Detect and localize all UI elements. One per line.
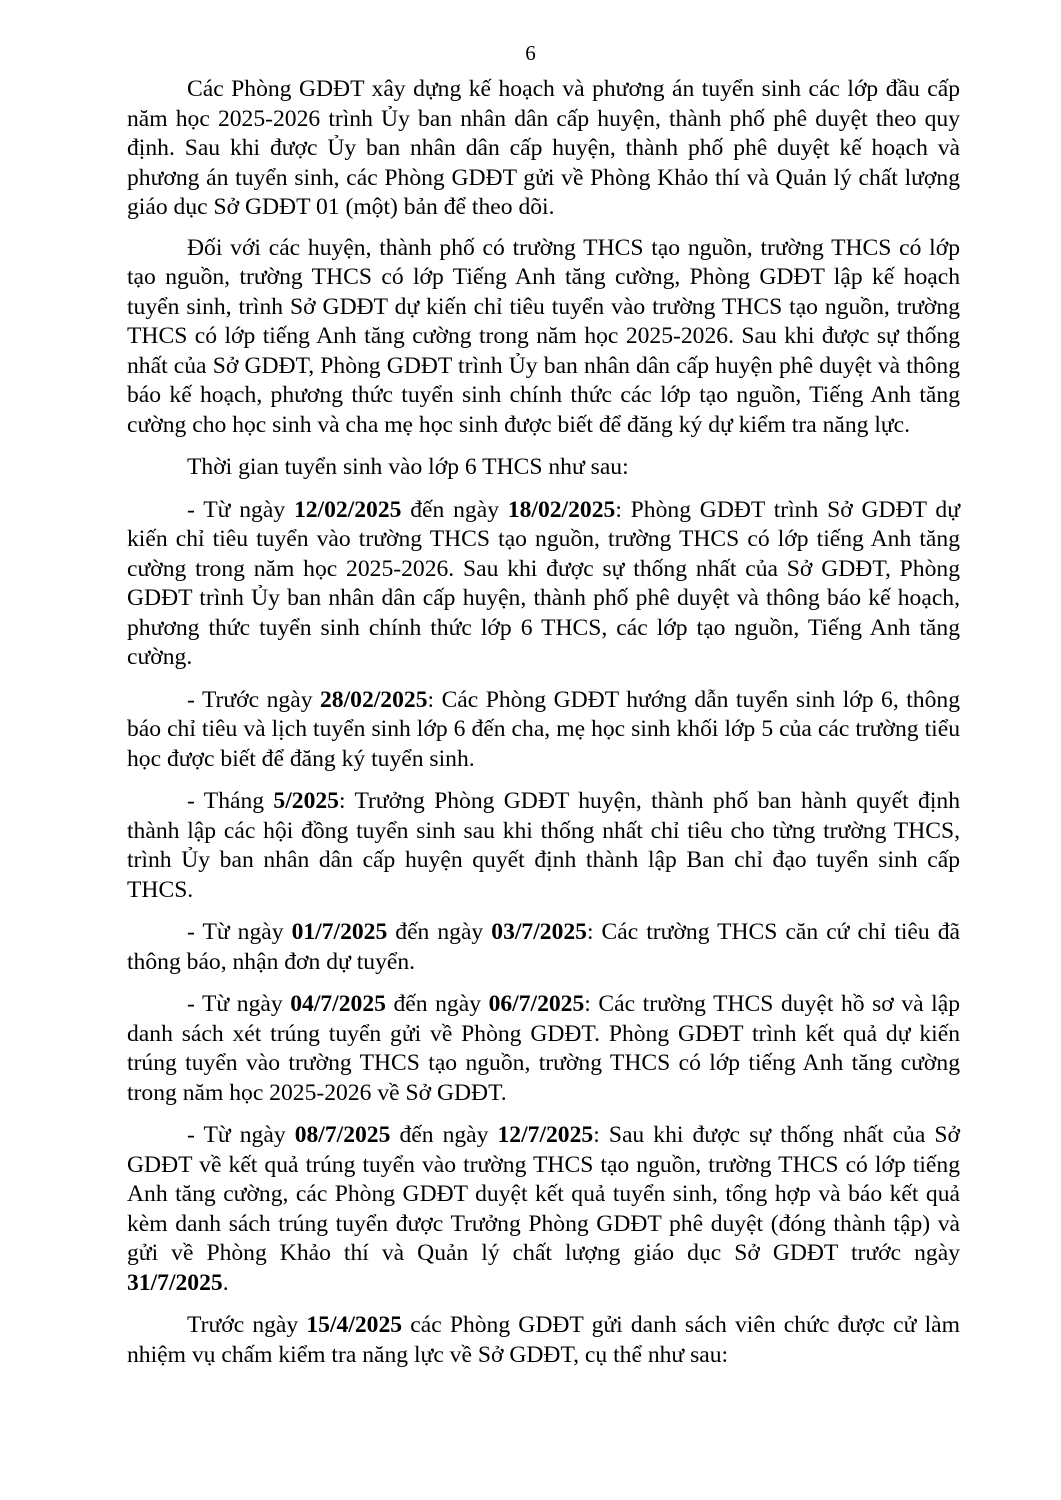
paragraph-text: Trước ngày	[187, 1312, 307, 1338]
paragraph-text: : Các Phòng GDĐT hướng dẫn tuyển sinh lớp 6, thông báo chỉ tiêu và lịch tuyển sinh lớp 6 đến cha, mẹ học sinh khối lớp 5 của các trường tiểu học được biết để đăng ký tuyển sinh.	[127, 686, 960, 772]
date-emphasis: 5/2025	[273, 788, 339, 814]
paragraph-text: - Từ ngày	[187, 496, 294, 523]
date-emphasis: 28/02/2025	[320, 686, 428, 713]
page-number: 6	[525, 41, 536, 65]
paragraph	[127, 686, 960, 775]
document-body	[127, 75, 960, 1381]
paragraph	[127, 453, 960, 483]
paragraph-text: đến ngày	[385, 991, 489, 1017]
date-emphasis: 12/7/2025	[497, 1122, 594, 1148]
date-emphasis: 08/7/2025	[294, 1122, 391, 1148]
paragraph	[127, 918, 960, 977]
date-emphasis: 31/7/2025	[127, 1269, 223, 1296]
paragraph-text: Thời gian tuyển sinh vào lớp 6 THCS như sau:	[187, 454, 629, 480]
paragraph-text: - Từ ngày	[187, 919, 292, 945]
paragraph-text: : Phòng GDĐT trình Sở GDĐT dự kiến chỉ tiêu tuyển vào trường THCS tạo nguồn, trường THCS có lớp tiếng Anh tăng cường trong năm học 2025-2026. Sau khi được sự thống nhất của Sở GDĐT, Phòng GDĐT trình Ủy ban nhân dân cấp huyện, thành phố phê duyệt và thông báo kế hoạch, phương thức tuyển sinh chính thức lớp 6 THCS, các lớp tạo nguồn, Tiếng Anh tăng cường.	[127, 496, 960, 670]
paragraph-text: : Các trường THCS căn cứ chỉ tiêu đã thông báo, nhận đơn dự tuyển.	[127, 919, 960, 975]
date-emphasis: 04/7/2025	[290, 991, 386, 1017]
paragraph-text: - Trước ngày	[187, 686, 320, 713]
paragraph-text: đến ngày	[387, 919, 492, 945]
paragraph-text: các Phòng GDĐT gửi danh sách viên chức được cử làm nhiệm vụ chấm kiểm tra năng lực về Sở GDĐT, cụ thể như sau:	[127, 1312, 960, 1368]
date-emphasis: 12/02/2025	[293, 496, 402, 523]
paragraph-text: - Tháng	[187, 788, 274, 814]
paragraph	[127, 1121, 960, 1298]
paragraph-text: : Sau khi được sự thống nhất của Sở GDĐT về kết quả trúng tuyển vào trường THCS tạo nguồn, trường THCS có lớp tiếng Anh tăng cường, các Phòng GDĐT duyệt kết quả tuyển sinh, tổng hợp và báo kết quả kèm danh sách trúng tuyển được Trưởng Phòng GDĐT phê duyệt (đóng thành tập) và gửi về Phòng Khảo thí và Quản lý chất lượng giáo dục Sở GDĐT trước ngày	[127, 1122, 960, 1266]
paragraph-text: Đối với các huyện, thành phố có trường THCS tạo nguồn, trường THCS có lớp tạo nguồn, trường THCS có lớp Tiếng Anh tăng cường, Phòng GDĐT lập kế hoạch tuyển sinh, trình Sở GDĐT dự kiến chỉ tiêu tuyển vào trường THCS tạo nguồn, trường THCS có lớp tiếng Anh tăng cường trong năm học 2025-2026. Sau khi được sự thống nhất của Sở GDĐT, Phòng GDĐT trình Ủy ban nhân dân cấp huyện phê duyệt và thông báo kế hoạch, phương thức tuyển sinh chính thức các lớp tạo nguồn, Tiếng Anh tăng cường cho học sinh và cha mẹ học sinh được biết để đăng ký dự kiểm tra năng lực.	[127, 234, 960, 438]
paragraph-text: - Từ ngày	[187, 1122, 295, 1148]
paragraph	[127, 75, 960, 223]
paragraph	[127, 787, 960, 905]
paragraph-text: : Trưởng Phòng GDĐT huyện, thành phố ban hành quyết định thành lập các hội đồng tuyển sinh sau khi thống nhất chỉ tiêu cho từng trường THCS, trình Ủy ban nhân dân cấp huyện quyết định thành lập Ban chỉ đạo tuyển sinh cấp THCS.	[127, 788, 960, 903]
paragraph	[127, 990, 960, 1108]
date-emphasis: 03/7/2025	[491, 919, 587, 945]
paragraph-text: - Từ ngày	[187, 991, 291, 1017]
paragraph-text: đến ngày	[401, 496, 508, 523]
paragraph	[127, 496, 960, 673]
paragraph-text: .	[222, 1269, 229, 1296]
paragraph-text: : Các trường THCS duyệt hồ sơ và lập danh sách xét trúng tuyển gửi về Phòng GDĐT. Phòng GDĐT trình kết quả dự kiến trúng tuyển vào trường THCS tạo nguồn, trường THCS có lớp tiếng Anh tăng cường trong năm học 2025-2026 về Sở GDĐT.	[127, 991, 961, 1106]
paragraph-text: đến ngày	[390, 1122, 498, 1148]
date-emphasis: 18/02/2025	[507, 496, 616, 523]
paragraph	[127, 234, 960, 441]
date-emphasis: 15/4/2025	[306, 1312, 403, 1338]
paragraph-text: Các Phòng GDĐT xây dựng kế hoạch và phương án tuyển sinh các lớp đầu cấp năm học 2025-2026 trình Ủy ban nhân dân cấp huyện, thành phố phê duyệt theo quy định. Sau khi được Ủy ban nhân dân cấp huyện, thành phố phê duyệt kế hoạch và phương án tuyển sinh, các Phòng GDĐT gửi về Phòng Khảo thí và Quản lý chất lượng giáo dục Sở GDĐT 01 (một) bản để theo dõi.	[127, 76, 960, 220]
date-emphasis: 01/7/2025	[291, 919, 388, 945]
paragraph	[127, 1311, 960, 1370]
date-emphasis: 06/7/2025	[488, 991, 585, 1017]
